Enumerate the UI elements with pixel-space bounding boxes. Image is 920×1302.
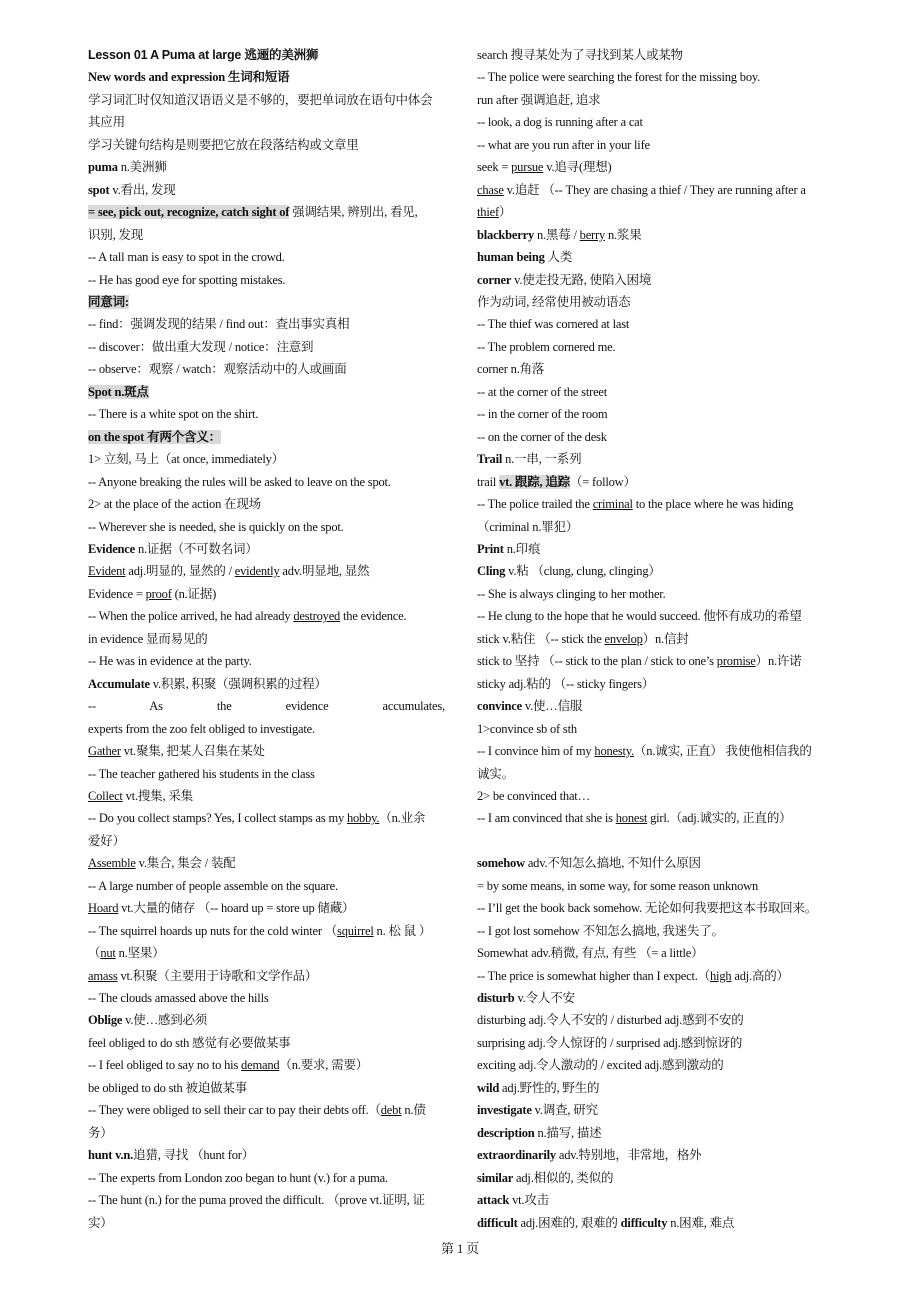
text-line bbox=[88, 628, 445, 650]
left-column bbox=[88, 44, 445, 1234]
text-segment: experts from the zoo felt obliged to investigate. bbox=[88, 721, 315, 736]
text-segment: v.使走投无路, 使陷入困境 bbox=[511, 272, 652, 287]
text-segment: -- on the corner of the desk bbox=[477, 429, 607, 444]
text-line bbox=[477, 89, 835, 111]
text-segment: -- observe：观察 / watch：观察活动中的人或画面 bbox=[88, 362, 347, 377]
text-line bbox=[88, 66, 445, 88]
text-segment: vt.大量的储存 （-- hoard up = store up 储藏） bbox=[118, 901, 355, 916]
text-segment: Lesson 01 A Puma at large 逃逦的美洲狮 bbox=[88, 48, 319, 62]
text-line bbox=[88, 807, 445, 829]
text-segment: 学习关键句结构是则要把它放在段落结构或文章里 bbox=[88, 137, 359, 152]
text-segment: honesty. bbox=[594, 744, 634, 759]
text-segment: investigate bbox=[477, 1103, 532, 1118]
text-segment: girl.（adj.诚实的, 正直的） bbox=[647, 811, 792, 826]
text-line bbox=[477, 448, 835, 470]
text-segment: 人类 bbox=[544, 250, 573, 265]
text-line bbox=[477, 807, 835, 829]
text-line bbox=[477, 852, 835, 874]
text-line bbox=[477, 605, 835, 627]
text-segment: -- I got lost somehow 不知怎么搞地, 我迷失了。 bbox=[477, 923, 724, 938]
text-segment: chase bbox=[477, 182, 504, 197]
text-segment: -- There is a white spot on the shirt. bbox=[88, 407, 259, 422]
text-line bbox=[477, 1122, 835, 1144]
text-line bbox=[88, 1144, 445, 1166]
text-segment: adj.明显的, 显然的 / bbox=[125, 564, 235, 579]
text-segment: -- find：强调发现的结果 / find out：查出事实真相 bbox=[88, 317, 350, 332]
text-line bbox=[88, 830, 445, 852]
text-line bbox=[88, 583, 445, 605]
text-line bbox=[88, 403, 445, 425]
text-segment: vt. 跟踪, 追踪 bbox=[499, 474, 570, 489]
text-line bbox=[477, 336, 835, 358]
text-line bbox=[88, 1189, 445, 1211]
text-segment: envelop bbox=[604, 631, 643, 646]
text-line bbox=[477, 583, 835, 605]
text-line bbox=[88, 448, 445, 470]
text-line bbox=[477, 156, 835, 178]
text-segment: similar bbox=[477, 1170, 514, 1185]
text-segment: exciting adj.令人激动的 / excited adj.感到激动的 bbox=[477, 1058, 724, 1073]
text-line bbox=[88, 718, 445, 740]
text-line bbox=[88, 1212, 445, 1234]
text-segment: vt.聚集, 把某人召集在某处 bbox=[120, 744, 265, 759]
text-line bbox=[477, 1212, 835, 1234]
text-segment: the evidence. bbox=[340, 609, 407, 624]
text-segment: Assemble bbox=[88, 856, 136, 871]
text-segment: Print bbox=[477, 541, 504, 556]
text-line bbox=[88, 179, 445, 201]
text-segment: difficult bbox=[477, 1215, 518, 1230]
text-segment: Trail bbox=[477, 452, 503, 467]
text-segment: -- at the corner of the street bbox=[477, 384, 608, 399]
text-segment: corner bbox=[477, 272, 512, 287]
text-segment: puma bbox=[88, 160, 118, 175]
text-line bbox=[88, 785, 445, 807]
text-segment: vt.攻击 bbox=[509, 1193, 549, 1208]
text-line bbox=[88, 44, 445, 66]
text-segment: 追猎, 寻找 （hunt for） bbox=[133, 1148, 255, 1163]
text-segment: wild bbox=[477, 1080, 500, 1095]
text-segment: Hoard bbox=[88, 901, 119, 916]
text-line bbox=[88, 897, 445, 919]
text-line bbox=[477, 628, 835, 650]
text-segment: = by some means, in some way, for some reason unknown bbox=[477, 878, 759, 893]
text-segment: 实） bbox=[88, 1215, 113, 1230]
text-line bbox=[477, 785, 835, 807]
text-line bbox=[477, 740, 835, 762]
text-segment: （n.业余 bbox=[379, 811, 426, 826]
text-segment: n.美洲狮 bbox=[117, 160, 167, 175]
text-segment: disturb bbox=[477, 991, 515, 1006]
text-segment: Evidence = bbox=[88, 586, 146, 601]
text-line bbox=[477, 1099, 835, 1121]
text-segment: -- The price is somewhat higher than I expect.（ bbox=[477, 968, 710, 983]
text-line bbox=[88, 673, 445, 695]
text-segment: -- discover：做出重大发现 / notice：注意到 bbox=[88, 339, 314, 354]
text-segment: -- The thief was cornered at last bbox=[477, 317, 630, 332]
page-number: 第 1 页 bbox=[440, 1241, 479, 1256]
text-segment: ） bbox=[498, 205, 512, 220]
text-line bbox=[88, 538, 445, 560]
text-segment: stick v.粘住 （-- stick the bbox=[477, 631, 605, 646]
text-line bbox=[88, 201, 445, 223]
text-segment: -- When the police arrived, he had already bbox=[88, 609, 294, 624]
text-segment: n.证据（不可数名词） bbox=[135, 541, 258, 556]
text-segment: somehow bbox=[477, 856, 525, 871]
text-segment: stick to 坚持 （-- stick to the plan / stick to one’s bbox=[477, 654, 717, 669]
text-segment: -- As the evidence accumulates, bbox=[88, 699, 445, 714]
text-segment: evidently bbox=[234, 564, 280, 579]
text-line bbox=[477, 201, 835, 223]
text-line bbox=[477, 897, 835, 919]
text-segment: adv.明显地, 显然 bbox=[279, 564, 370, 579]
text-segment: spot bbox=[88, 182, 110, 197]
text-line bbox=[477, 381, 835, 403]
text-line bbox=[88, 358, 445, 380]
text-line bbox=[88, 740, 445, 762]
text-line bbox=[477, 44, 835, 66]
text-segment: attack bbox=[477, 1193, 510, 1208]
text-segment: 1>convince sb of sth bbox=[477, 721, 577, 736]
text-line bbox=[477, 269, 835, 291]
text-line bbox=[88, 852, 445, 874]
text-line bbox=[88, 336, 445, 358]
text-segment: adv.不知怎么搞地, 不知什么原因 bbox=[524, 856, 701, 871]
text-line bbox=[477, 179, 835, 201]
text-segment: nut bbox=[100, 946, 116, 961]
text-line bbox=[88, 1077, 445, 1099]
text-segment: -- The police trailed the bbox=[477, 497, 593, 512]
text-segment: in evidence 显而易见的 bbox=[88, 631, 208, 646]
text-segment: high bbox=[710, 968, 732, 983]
text-segment: human being bbox=[477, 250, 545, 265]
text-segment: blackberry bbox=[477, 227, 535, 242]
text-segment: -- The experts from London zoo began to hunt (v.) for a puma. bbox=[88, 1170, 388, 1185]
text-segment: sticky adj.粘的 （-- sticky fingers） bbox=[477, 676, 655, 691]
text-segment: 诚实。 bbox=[477, 766, 514, 781]
text-segment: 同意词: bbox=[88, 294, 129, 309]
text-line bbox=[477, 358, 835, 380]
text-line bbox=[88, 224, 445, 246]
text-line bbox=[477, 111, 835, 133]
text-line bbox=[88, 695, 445, 717]
text-line bbox=[88, 560, 445, 582]
text-segment: -- I feel obliged to say no to his bbox=[88, 1058, 242, 1073]
text-segment: -- Do you collect stamps? Yes, I collect stamps as my bbox=[88, 811, 347, 826]
text-line bbox=[477, 763, 835, 785]
text-segment: -- Anyone breaking the rules will be asked to leave on the spot. bbox=[88, 474, 391, 489]
text-segment: Accumulate bbox=[88, 676, 150, 691]
text-segment: -- I’ll get the book back somehow. 无论如何我要把这本书取回来。 bbox=[477, 901, 818, 916]
text-segment: 2> at the place of the action 在现场 bbox=[88, 497, 261, 512]
text-line bbox=[477, 830, 835, 852]
text-segment: n. 松 鼠 ） bbox=[373, 923, 432, 938]
text-segment: 强调结果, 辨别出, 看见, bbox=[289, 205, 418, 220]
text-line bbox=[88, 1167, 445, 1189]
text-segment: trail bbox=[477, 474, 500, 489]
text-segment: convince bbox=[477, 699, 522, 714]
text-segment: to the place where he was hiding bbox=[632, 497, 794, 512]
text-line bbox=[477, 718, 835, 740]
text-line bbox=[477, 291, 835, 313]
text-segment: Somewhat adv.稍微, 有点, 有些 （= a little） bbox=[477, 946, 704, 961]
text-segment: thief bbox=[477, 205, 499, 220]
text-segment: n.印痕 bbox=[503, 541, 541, 556]
text-segment: -- He was in evidence at the party. bbox=[88, 654, 252, 669]
text-line bbox=[88, 269, 445, 291]
text-segment: n.黑莓 / bbox=[534, 227, 580, 242]
text-segment: difficulty bbox=[620, 1215, 668, 1230]
text-segment: -- She is always clinging to her mother. bbox=[477, 586, 666, 601]
text-segment: v.令人不安 bbox=[514, 991, 575, 1006]
text-segment: (n.证据) bbox=[171, 586, 217, 601]
text-line bbox=[477, 1032, 835, 1054]
text-line bbox=[477, 493, 835, 515]
text-segment: adv.特别地，非常地，格外 bbox=[555, 1148, 702, 1163]
text-segment: pursue bbox=[511, 160, 544, 175]
text-line bbox=[88, 111, 445, 133]
text-segment: debt bbox=[380, 1103, 402, 1118]
text-line bbox=[88, 471, 445, 493]
text-segment: -- A large number of people assemble on the square. bbox=[88, 878, 338, 893]
text-segment: destroyed bbox=[293, 609, 341, 624]
text-segment: （ bbox=[88, 946, 101, 961]
text-segment: adj.高的） bbox=[731, 968, 789, 983]
text-segment: v.看出, 发现 bbox=[109, 182, 176, 197]
text-segment: -- He clung to the hope that he would succeed. 他怀有成功的希望 bbox=[477, 609, 802, 624]
text-line bbox=[477, 134, 835, 156]
text-segment: n.债 bbox=[401, 1103, 426, 1118]
text-segment: proof bbox=[145, 586, 172, 601]
text-line bbox=[88, 1054, 445, 1076]
text-segment: -- in the corner of the room bbox=[477, 407, 608, 422]
text-line bbox=[88, 291, 445, 313]
text-line bbox=[88, 1032, 445, 1054]
text-segment: v.追寻(理想) bbox=[543, 160, 612, 175]
text-line bbox=[88, 381, 445, 403]
text-segment: -- I am convinced that she is bbox=[477, 811, 616, 826]
text-segment: -- Wherever she is needed, she is quickly on the spot. bbox=[88, 519, 344, 534]
text-line bbox=[477, 246, 835, 268]
text-line bbox=[477, 673, 835, 695]
text-line bbox=[477, 516, 835, 538]
text-segment: adj.相似的, 类似的 bbox=[513, 1170, 614, 1185]
text-line bbox=[477, 1167, 835, 1189]
text-segment: berry bbox=[579, 227, 606, 242]
text-segment: adj.困难的, 艰难的 bbox=[517, 1215, 621, 1230]
text-line bbox=[88, 516, 445, 538]
text-segment: -- The squirrel hoards up nuts for the cold winter （ bbox=[88, 923, 338, 938]
text-line bbox=[477, 1189, 835, 1211]
text-line bbox=[88, 987, 445, 1009]
text-segment: n.一串, 一系列 bbox=[502, 452, 582, 467]
text-segment: （n.诚实, 正直） 我使他相信我的 bbox=[634, 744, 812, 759]
text-line bbox=[88, 650, 445, 672]
text-segment: （n.要求, 需要） bbox=[279, 1058, 369, 1073]
text-segment: adj.野性的, 野生的 bbox=[499, 1080, 600, 1095]
text-line bbox=[477, 538, 835, 560]
text-segment: Collect bbox=[88, 788, 123, 803]
text-line bbox=[477, 650, 835, 672]
text-segment: hobby. bbox=[346, 811, 380, 826]
text-line bbox=[88, 493, 445, 515]
text-segment: surprising adj.令人惊讶的 / surprised adj.感到惊讶的 bbox=[477, 1035, 743, 1050]
text-segment: -- The problem cornered me. bbox=[477, 339, 616, 354]
text-line bbox=[477, 695, 835, 717]
text-segment: be obliged to do sth 被迫做某事 bbox=[88, 1080, 248, 1095]
text-line bbox=[88, 942, 445, 964]
text-segment: -- They were obliged to sell their car to pay their debts off.（ bbox=[88, 1103, 381, 1118]
text-segment: ）n.信封 bbox=[642, 631, 689, 646]
text-line bbox=[477, 403, 835, 425]
text-segment: v.使…感到必须 bbox=[122, 1013, 208, 1028]
text-line bbox=[477, 1077, 835, 1099]
text-segment: -- The police were searching the forest for the missing boy. bbox=[477, 70, 761, 85]
text-line bbox=[88, 426, 445, 448]
text-segment: amass bbox=[88, 968, 118, 983]
text-segment: hunt v.n. bbox=[88, 1148, 134, 1163]
text-segment: 1> 立刻, 马上（at once, immediately） bbox=[88, 452, 284, 467]
text-segment: 务） bbox=[88, 1125, 113, 1140]
text-segment: -- He has good eye for spotting mistakes. bbox=[88, 272, 286, 287]
text-segment: Cling bbox=[477, 564, 506, 579]
text-line bbox=[477, 987, 835, 1009]
text-segment: -- The clouds amassed above the hills bbox=[88, 991, 269, 1006]
text-segment: 爱好） bbox=[88, 833, 125, 848]
text-segment: （criminal n.罪犯） bbox=[477, 519, 579, 534]
text-line bbox=[88, 875, 445, 897]
text-segment: Oblige bbox=[88, 1013, 123, 1028]
text-segment: -- The teacher gathered his students in the class bbox=[88, 766, 315, 781]
text-line bbox=[88, 605, 445, 627]
text-segment: 学习词汇时仅知道汉语语义是不够的，要把单词放在语句中体会 bbox=[88, 92, 433, 107]
text-line bbox=[477, 1144, 835, 1166]
text-segment: Gather bbox=[88, 744, 121, 759]
text-segment: -- look, a dog is running after a cat bbox=[477, 115, 643, 130]
text-line bbox=[88, 1009, 445, 1031]
text-segment: -- A tall man is easy to spot in the crowd. bbox=[88, 250, 285, 265]
text-line bbox=[477, 560, 835, 582]
text-segment: v.调查, 研究 bbox=[531, 1103, 598, 1118]
text-line bbox=[477, 471, 835, 493]
text-line bbox=[477, 965, 835, 987]
text-line bbox=[477, 1009, 835, 1031]
text-segment: promise bbox=[716, 654, 756, 669]
text-segment: = see, pick out, recognize, catch sight of bbox=[88, 205, 290, 220]
text-segment: disturbing adj.令人不安的 / disturbed adj.感到不安的 bbox=[477, 1013, 744, 1028]
text-segment: New words and expression 生词和短语 bbox=[88, 70, 290, 85]
text-line bbox=[88, 134, 445, 156]
text-line bbox=[88, 920, 445, 942]
text-segment: n.困难, 难点 bbox=[667, 1215, 735, 1230]
text-segment: feel obliged to do sth 感觉有必要做某事 bbox=[88, 1035, 291, 1050]
text-segment: squirrel bbox=[337, 923, 374, 938]
text-segment: description bbox=[477, 1125, 535, 1140]
text-line bbox=[88, 1099, 445, 1121]
text-line bbox=[88, 246, 445, 268]
text-line bbox=[477, 875, 835, 897]
text-segment: -- what are you run after in your life bbox=[477, 137, 650, 152]
text-segment: v.积累, 积聚（强调积累的过程） bbox=[149, 676, 327, 691]
text-segment: Spot n.斑点 bbox=[88, 384, 149, 399]
text-segment: Evident bbox=[88, 564, 126, 579]
text-segment: corner n.角落 bbox=[477, 362, 545, 377]
text-segment: vt.搜集, 采集 bbox=[122, 788, 193, 803]
text-segment: -- I convince him of my bbox=[477, 744, 595, 759]
text-segment: 其应用 bbox=[88, 115, 125, 130]
text-segment: extraordinarily bbox=[477, 1148, 556, 1163]
text-line bbox=[477, 66, 835, 88]
text-line bbox=[477, 942, 835, 964]
text-segment: n.浆果 bbox=[605, 227, 642, 242]
text-segment: n.坚果） bbox=[115, 946, 165, 961]
text-line bbox=[477, 426, 835, 448]
text-line bbox=[477, 920, 835, 942]
text-segment: v.粘 （clung, clung, clinging） bbox=[505, 564, 661, 579]
text-segment: -- The hunt (n.) for the puma proved the difficult. （prove vt.证明, 证 bbox=[88, 1193, 425, 1208]
text-segment: v.追赶 （-- They are chasing a thief / They are running after a bbox=[503, 182, 806, 197]
right-column bbox=[477, 44, 835, 1234]
text-segment: seek = bbox=[477, 160, 512, 175]
text-line bbox=[477, 313, 835, 335]
text-line bbox=[477, 224, 835, 246]
text-segment: vt.积聚（主要用于诗歌和文学作品） bbox=[117, 968, 318, 983]
text-segment: demand bbox=[241, 1058, 280, 1073]
text-segment: ）n.许诺 bbox=[755, 654, 802, 669]
text-line bbox=[88, 965, 445, 987]
text-segment: run after 强调追赶, 追求 bbox=[477, 92, 601, 107]
text-segment: v.使…信服 bbox=[521, 699, 583, 714]
text-line bbox=[88, 1122, 445, 1144]
text-segment: n.描写, 描述 bbox=[534, 1125, 602, 1140]
text-segment: search 搜寻某处为了寻找到某人或某物 bbox=[477, 48, 683, 62]
text-segment: criminal bbox=[592, 497, 633, 512]
text-segment: 识别, 发现 bbox=[88, 227, 144, 242]
text-segment: on the spot 有两个含义： bbox=[88, 429, 221, 444]
text-line bbox=[477, 1054, 835, 1076]
text-line bbox=[88, 313, 445, 335]
text-segment: Evidence bbox=[88, 541, 136, 556]
text-segment: honest bbox=[615, 811, 648, 826]
text-segment: （= follow） bbox=[569, 474, 636, 489]
text-segment: 作为动词, 经常使用被动语态 bbox=[477, 294, 631, 309]
text-line bbox=[88, 89, 445, 111]
text-segment: v.集合, 集会 / 装配 bbox=[135, 856, 236, 871]
text-line bbox=[88, 156, 445, 178]
text-segment: 2> be convinced that… bbox=[477, 788, 590, 803]
text-line bbox=[88, 763, 445, 785]
